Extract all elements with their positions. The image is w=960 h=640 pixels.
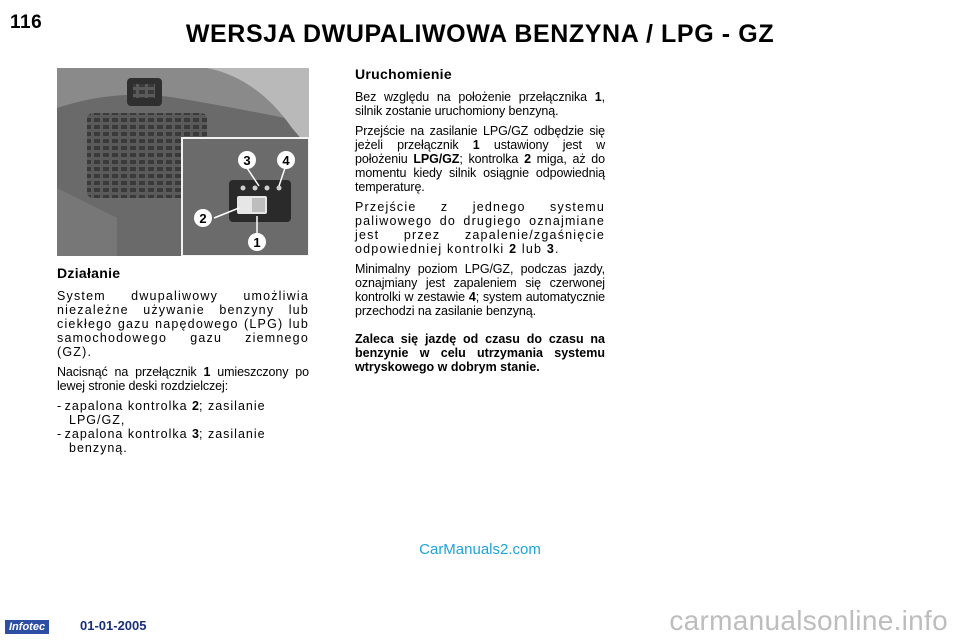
list-text-a: zapalona kontrolka xyxy=(64,427,193,441)
air-vent-small-grille xyxy=(133,84,155,98)
callout-label-4: 4 xyxy=(282,153,290,168)
list-dash: - xyxy=(57,399,65,413)
list-lamp-ref: 3 xyxy=(192,427,199,441)
page-number: 116 xyxy=(10,12,43,33)
callout-label-1: 1 xyxy=(253,235,261,250)
startup-p2-switch-ref: 1 xyxy=(472,138,480,152)
list-text-a: zapalona kontrolka xyxy=(64,399,193,413)
dashboard-switch-photo xyxy=(57,68,309,256)
footer-date: 01-01-2005 xyxy=(80,618,147,633)
infotec-logo: Infotec xyxy=(5,620,49,634)
startup-heading: Uruchomienie xyxy=(355,66,452,82)
startup-paragraph-3 xyxy=(355,200,605,256)
startup-p4-lamp-ref: 4 xyxy=(468,290,476,304)
startup-section xyxy=(355,66,605,387)
operation-section xyxy=(57,265,309,455)
watermark-carmanualsonline: carmanualsonline.info xyxy=(669,605,948,636)
list-dash: - xyxy=(57,427,65,441)
operation-paragraph-2 xyxy=(57,365,309,393)
startup-p2-lamp-ref: 2 xyxy=(524,152,531,166)
indicator-lamp-a xyxy=(241,186,246,191)
watermark-carmanuals2: CarManuals2.com xyxy=(419,541,541,558)
callout-label-2: 2 xyxy=(199,211,207,226)
operation-p2-switch-ref: 1 xyxy=(203,365,211,379)
startup-p4-text-a: Minimalny poziom LPG/GZ, podczas jazdy, oznajmiany jest zapaleniem się czerwonej kontrolki w zestawie xyxy=(355,262,605,304)
callout-label-3: 3 xyxy=(243,153,251,168)
list-item xyxy=(57,427,309,455)
indicator-lamp-c xyxy=(265,186,270,191)
indicator-lamp-b xyxy=(253,186,258,191)
startup-p1-text-a: Bez względu na położenie przełącznika xyxy=(355,90,595,104)
dashboard-photo-illustration xyxy=(57,68,309,256)
startup-paragraph-4 xyxy=(355,262,605,318)
startup-p3-text-a: Przejście z jednego systemu paliwowego do drugiego oznajmiane jest przez zapalenie/zgaśnięcie odpowiedniej kontrolki xyxy=(355,200,605,256)
startup-p2-text-c: ustawiony jest w położeniu xyxy=(355,138,605,166)
startup-p3-text-c: lub xyxy=(517,242,547,256)
list-lamp-ref: 2 xyxy=(192,399,199,413)
startup-p3-lamp-ref-a: 2 xyxy=(509,242,518,256)
startup-p1-switch-ref: 1 xyxy=(594,90,602,104)
startup-paragraph-2 xyxy=(355,124,605,194)
startup-paragraph-1 xyxy=(355,90,605,118)
startup-p3-text-e: . xyxy=(555,242,560,256)
operation-paragraph-1: System dwupaliwowy umożliwia niezależne używanie benzyny lub ciekłego gazu napędowego (LPG) lub samochodowego gazu ziemnego (GZ). xyxy=(57,289,309,359)
operation-p2-text-c: umieszczony po lewej stronie deski rozdzielczej: xyxy=(57,365,309,393)
maintenance-warning: Zaleca się jazdę od czasu do czasu na benzynie w celu utrzymania systemu wtryskowego w dobrym stanie. xyxy=(355,332,605,374)
startup-p4-text-c: ; system automatycznie przechodzi na zasilanie benzyną. xyxy=(355,290,606,318)
indicator-lamp-d xyxy=(277,186,282,191)
page-title: WERSJA DWUPALIWOWA BENZYNA / LPG - GZ xyxy=(185,20,775,48)
toggle-switch-rocker xyxy=(252,198,265,212)
operation-p2-text-a: Nacisnąć na przełącznik xyxy=(57,365,204,379)
startup-p2-text-g: miga, aż do momentu kiedy silnik osiągnie odpowiednią temperaturę. xyxy=(355,152,605,194)
startup-p3-lamp-ref-b: 3 xyxy=(546,242,556,256)
list-item xyxy=(57,399,309,427)
startup-p2-text-e: ; kontrolka xyxy=(459,152,525,166)
operation-heading: Działanie xyxy=(57,265,121,281)
startup-p2-text-a: Przejście na zasilanie LPG/GZ odbędzie się jeżeli przełącznik xyxy=(355,124,605,152)
list-text-c: ; zasilanie LPG/GZ, xyxy=(69,399,266,427)
startup-p2-mode-ref: LPG/GZ xyxy=(413,152,460,166)
list-text-c: ; zasilanie benzyną. xyxy=(69,427,266,455)
startup-p1-text-c: , silnik zostanie uruchomiony benzyną. xyxy=(355,90,605,118)
